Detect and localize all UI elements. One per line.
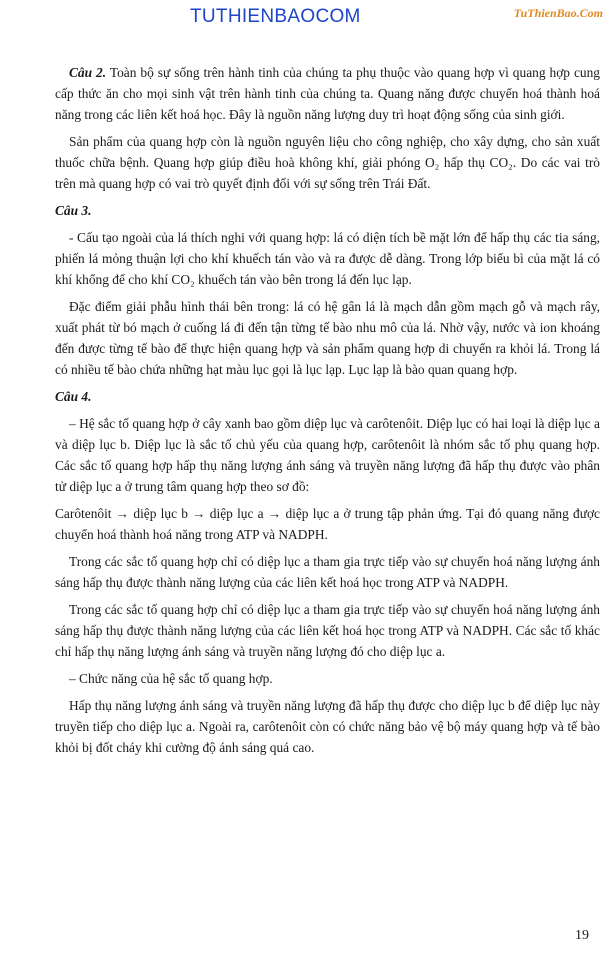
page-body [55, 62, 600, 764]
watermark-logo: TuThienBao.Com [513, 6, 603, 20]
paragraph-10: Hấp thụ năng lượng ánh sáng và truyền năng lượng đã hấp thụ được cho diệp lục b để diệp lục này truyền tiếp cho diệp lục a. Ngoài ra, carôtenôit còn có chức năng bảo vệ bộ máy quang hợp và tế bào khỏi bị đốt cháy khi cường độ ánh sáng quá cao. [55, 698, 600, 755]
paragraph-3: - Cấu tạo ngoài của lá thích nghi với quang hợp: lá có diện tích bề mặt lớn để hấp thụ các tia sáng, phiến lá mỏng thuận lợi cho khí khuếch tán vào và ra được dễ dàng. Trong lớp biểu bì của mặt lá có khí khổng để cho khí CO₂ khuếch tán vào bên trong lá đến lục lạp. [55, 230, 600, 287]
paragraph-9: – Chức năng của hệ sắc tố quang hợp. [69, 671, 273, 686]
heading-cau-4-line [55, 386, 600, 407]
heading-cau-3: Câu 3. [55, 203, 92, 218]
paragraph-4: Đặc điểm giải phẫu hình thái bên trong: lá có hệ gân lá là mạch dẫn gồm mạch gỗ và mạch rây, xuất phát từ bó mạch ở cuống lá đi đến tận từng tế bào nhu mô của lá. Nhờ vậy, nước và ion khoáng đến được từng tế bào để thực hiện quang hợp và sản phẩm quang hợp di chuyển ra khỏi lá. Trong lá có nhiều tế bào chứa những hạt màu lục gọi là lục lạp. Lục lạp là bào quan quang hợp. [55, 299, 600, 377]
paragraph-5: – Hệ sắc tố quang hợp ở cây xanh bao gồm diệp lục và carôtenôit. Diệp lục có hai loại là diệp lục a và diệp lục b. Diệp lục là sắc tố chủ yếu của quang hợp, carôtenôit là nhóm sắc tố phụ quang hợp. Các sắc tố quang hợp hấp thụ năng lượng ánh sáng và truyền năng lượng đã hấp thụ được vào phân tử diệp lục a ở trung tâm quang hợp theo sơ đồ: [55, 416, 600, 494]
paragraph-8: Trong các sắc tố quang hợp chỉ có diệp lục a tham gia trực tiếp vào sự chuyển hoá năng lượng ánh sáng hấp thụ được thành năng lượng của các liên kết hoá học trong ATP và NADPH. Các sắc tố khác chỉ hấp thụ năng lượng ánh sáng và truyền năng lượng đó cho diệp lục a. [55, 602, 600, 659]
site-header [0, 6, 609, 36]
heading-cau-4: Câu 4. [55, 389, 92, 404]
paragraph-1-text: Toàn bộ sự sống trên hành tinh của chúng ta phụ thuộc vào quang hợp vì quang hợp cung cấp thức ăn cho mọi sinh vật trên hành tinh của chúng ta. Quang năng được chuyển hoá thành hoá năng trong các liên kết hoá học. Đây là nguồn năng lượng duy trì hoạt động sống của sinh giới. [55, 65, 600, 122]
page-number: 19 [575, 928, 589, 943]
paragraph-7: Trong các sắc tố quang hợp chỉ có diệp lục a tham gia trực tiếp vào sự chuyển hoá năng lượng ánh sáng hấp thụ được thành năng lượng của các liên kết hoá học trong ATP và NADPH. [55, 554, 600, 590]
heading-cau-2: Câu 2. [69, 65, 107, 80]
heading-cau-3-line [55, 200, 600, 221]
paragraph-1 [55, 62, 600, 125]
paragraph-6: Carôtenôit → diệp lục b → diệp lục a → diệp lục a ở trung tập phản ứng. Tại đó quang năng được chuyển hoá thành hoá năng trong ATP và NADPH. [55, 506, 600, 542]
site-title: TUTHIENBAOCOM [190, 6, 361, 27]
paragraph-2: Sản phẩm của quang hợp còn là nguồn nguyên liệu cho công nghiệp, cho xây dựng, cho sản xuất thuốc chữa bệnh. Quang hợp giúp điều hoà không khí, giải phóng O₂ hấp thụ CO₂. Do các vai trò trên mà quang hợp có vai trò quyết định đối với sự sống trên Trái Đất. [55, 134, 600, 191]
